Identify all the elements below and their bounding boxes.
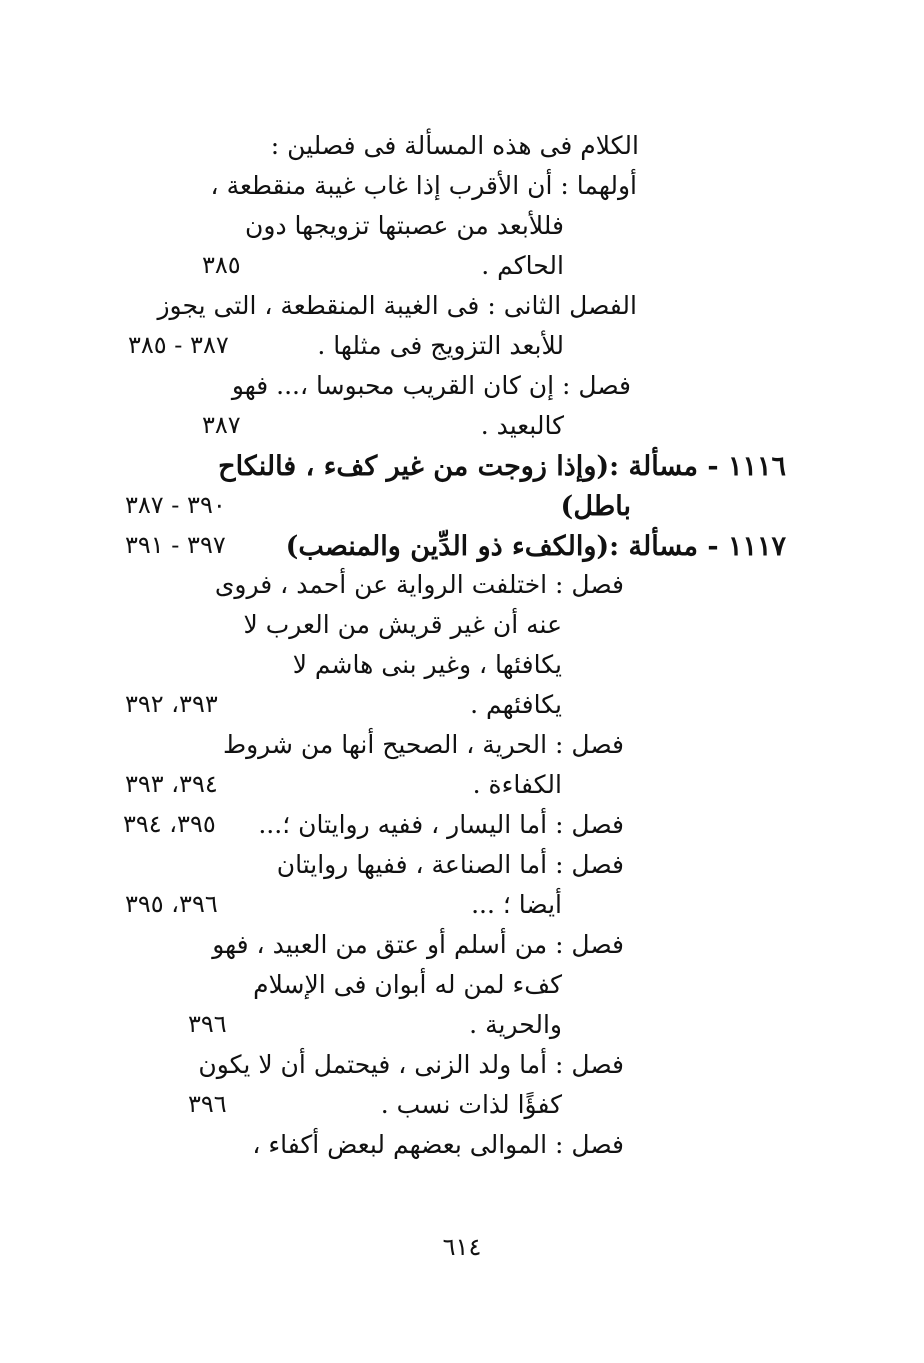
entry-line: يكافئها ، وغير بنى هاشم لا [292,650,562,679]
page-reference: ٣٩٦، ٣٩٥ [125,890,218,918]
page-reference: ٣٩٣، ٣٩٢ [125,690,218,718]
entry-line: فللأبعد من عصبتها تزويجها دون [245,211,564,240]
entry-line: فصل : الموالى بعضهم لبعض أكفاء ، [252,1130,624,1159]
entry-line: أيضا ؛ ... [471,890,562,919]
page-reference: ٣٨٧ - ٣٨٥ [128,331,229,359]
entry-line: فصل : أما اليسار ، ففيه روايتان ؛... [258,810,624,839]
page-reference: ٣٩٤، ٣٩٣ [125,770,218,798]
entry-line: أولهما : أن الأقرب إذا غاب غيبة منقطعة ، [210,171,637,200]
entry-line: فصل : أما الصناعة ، ففيها روايتان [276,850,624,879]
question-heading: ١١١٦ - مسألة :(وإذا زوجت من غير كفء ، فالنكاح [218,451,786,482]
entry-line: عنه أن غير قريش من العرب لا [243,610,562,639]
page-reference: ٣٩٥، ٣٩٤ [123,810,216,838]
question-heading-continued: باطل) [560,491,631,522]
entry-line: الكفاءة . [472,770,562,799]
entry-line: يكافئهم . [470,690,562,719]
entry-line: كفء لمن له أبوان فى الإسلام [253,970,562,999]
page-reference: ٣٨٧ [202,411,241,439]
entry-line: الكلام فى هذه المسألة فى فصلين : [270,131,639,160]
entry-line: كالبعيد . [480,411,564,440]
entry-line: فصل : الحرية ، الصحيح أنها من شروط [222,730,624,759]
entry-line: فصل : من أسلم أو عتق من العبيد ، فهو [212,930,624,959]
entry-line: الفصل الثانى : فى الغيبة المنقطعة ، التى يجوز [157,291,637,320]
page-reference: ٣٩٧ - ٣٩١ [125,531,226,559]
entry-line: والحرية . [469,1010,562,1039]
entry-line: الحاكم . [481,251,564,280]
page-reference: ٣٨٥ [202,251,241,279]
entry-line: فصل : اختلفت الرواية عن أحمد ، فروى [214,570,624,599]
entry-line: للأبعد التزويج فى مثلها . [317,331,564,360]
entry-line: كفؤًا لذات نسب . [380,1090,562,1119]
page-reference: ٣٩٠ - ٣٨٧ [125,491,226,519]
entry-line: فصل : إن كان القريب محبوسا ،... فهو [231,371,631,400]
page-number: ٦١٤ [442,1233,482,1261]
page-reference: ٣٩٦ [188,1010,227,1038]
entry-line: فصل : أما ولد الزنى ، فيحتمل أن لا يكون [198,1050,624,1079]
question-heading: ١١١٧ - مسألة :(والكفء ذو الدِّين والمنصب) [285,531,786,562]
page-reference: ٣٩٦ [188,1090,227,1118]
